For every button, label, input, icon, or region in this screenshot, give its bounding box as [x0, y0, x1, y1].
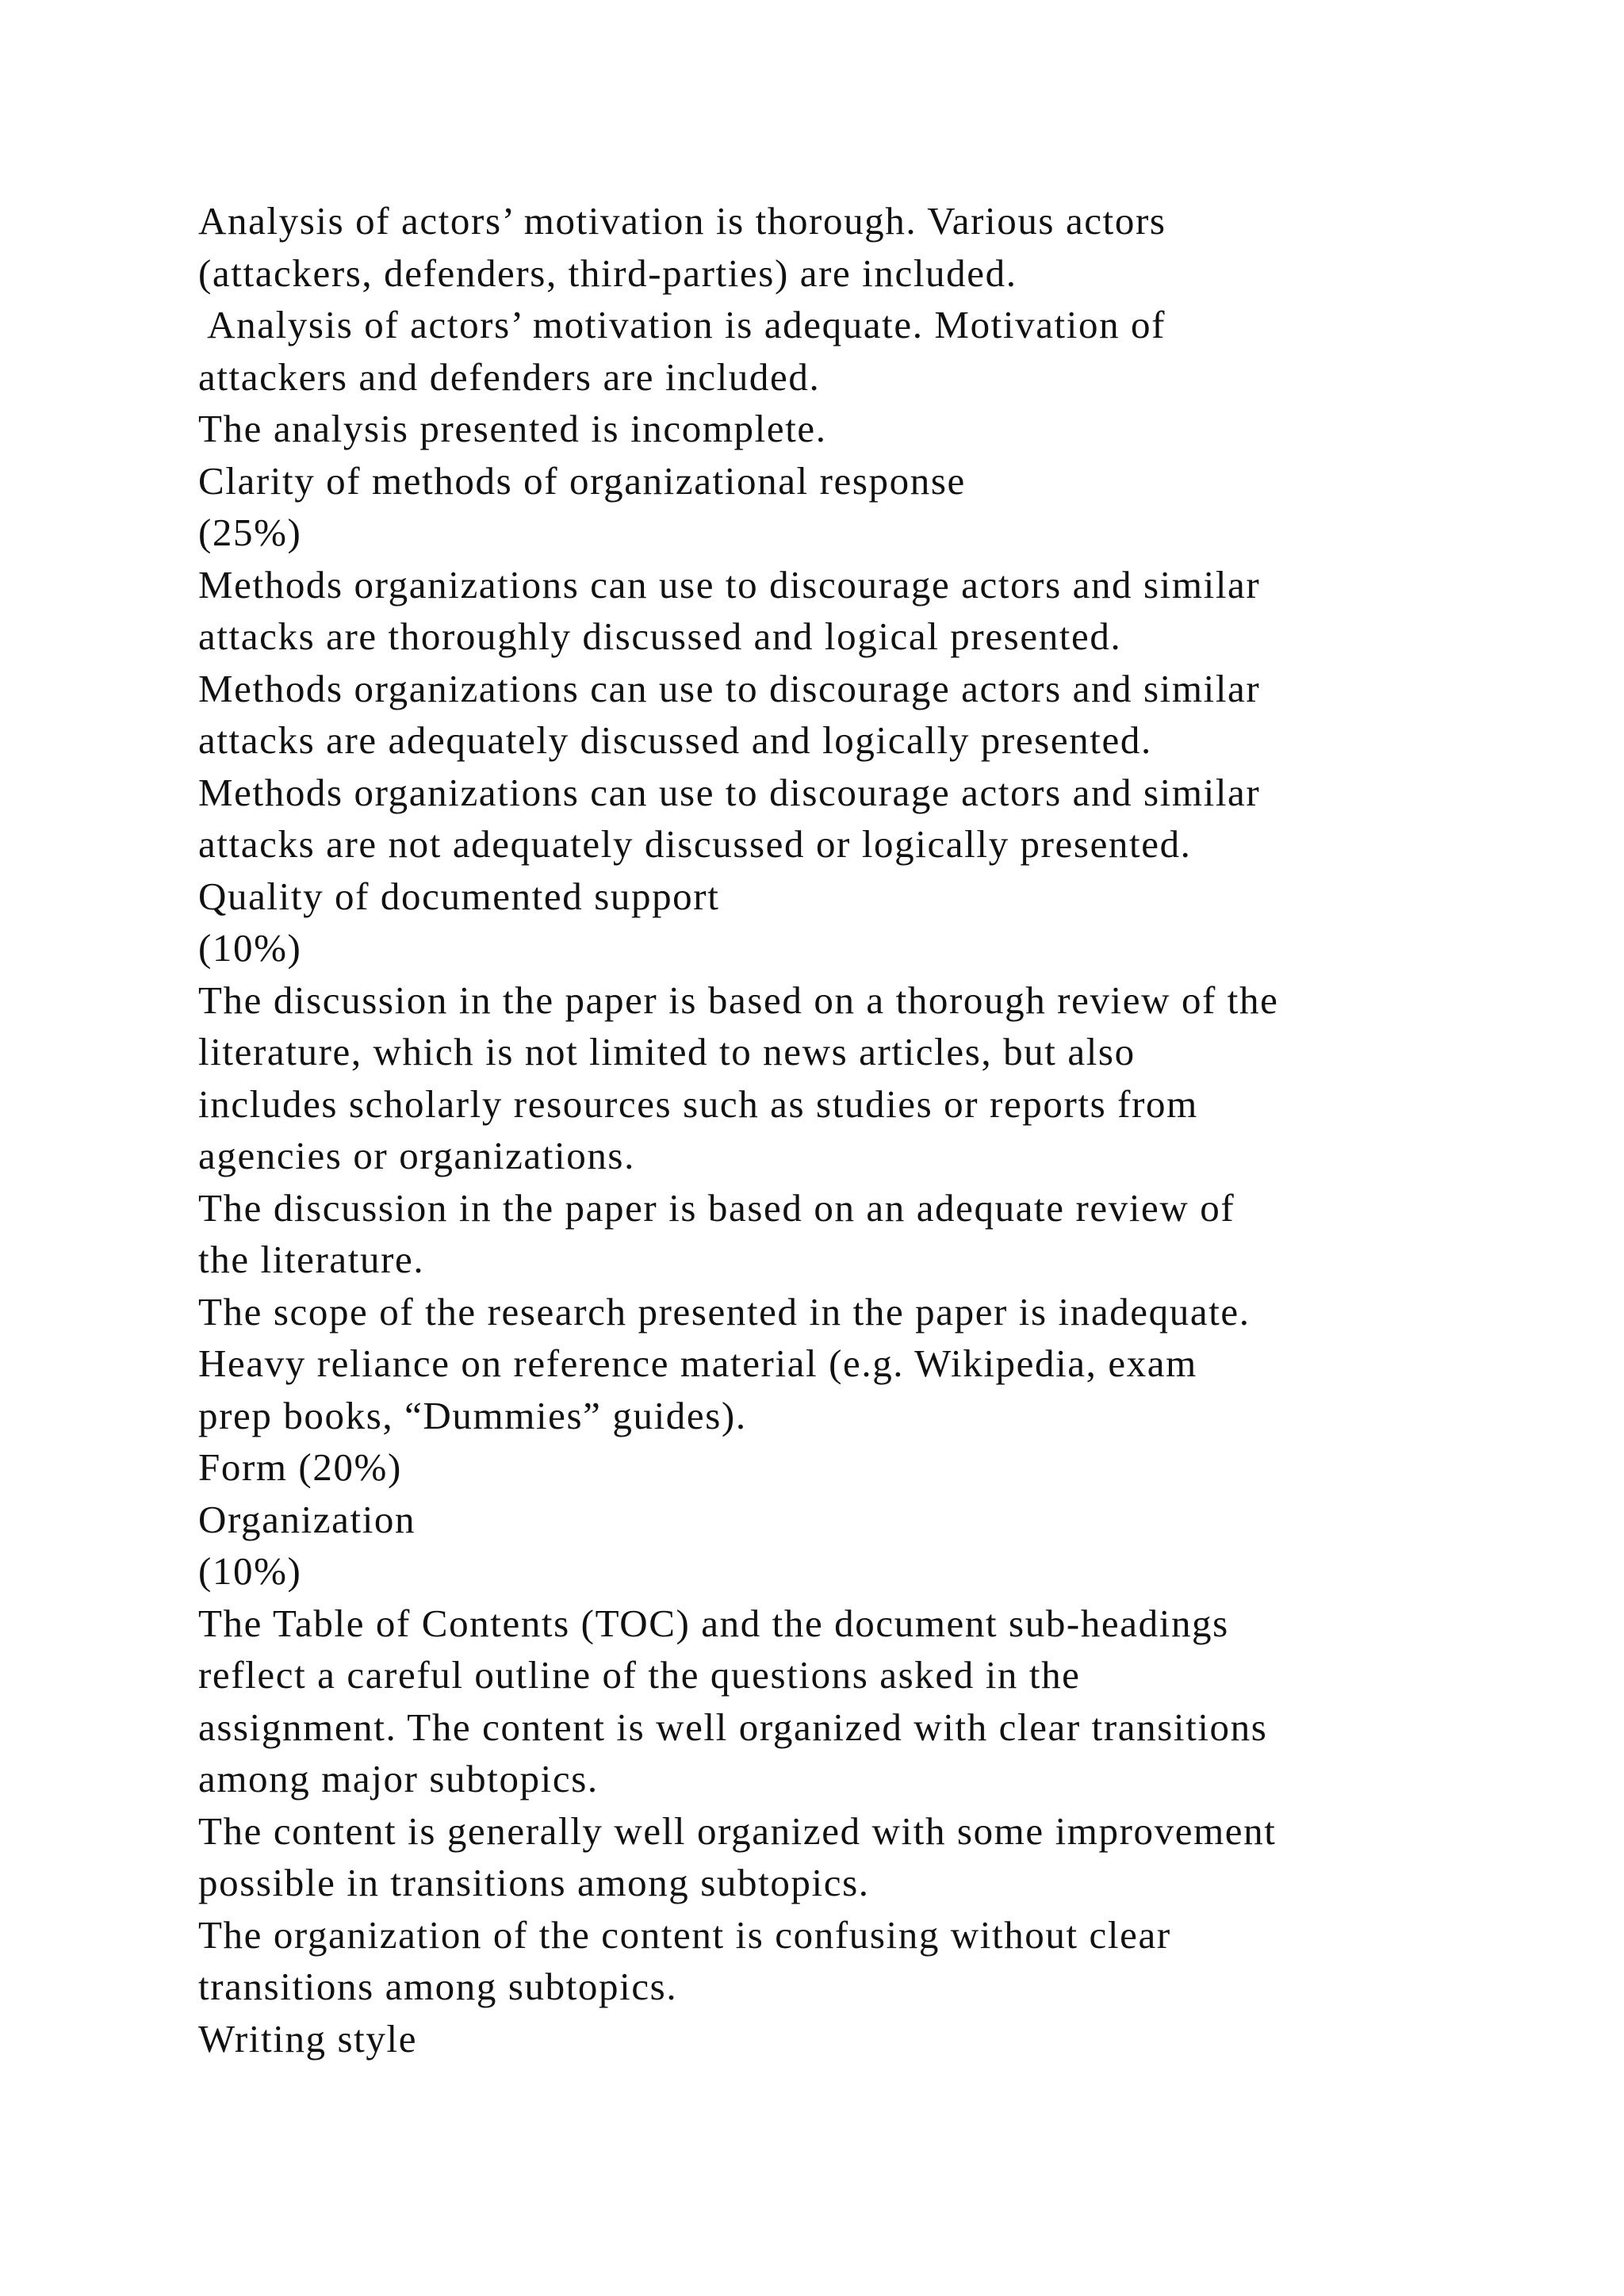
text-line: transitions among subtopics.: [198, 1965, 678, 2008]
text-line: Methods organizations can use to discourage actors and similar: [198, 770, 1261, 814]
text-line: attackers and defenders are included.: [198, 354, 821, 399]
text-line: prep books, “Dummies” guides).: [198, 1393, 747, 1437]
text-line: literature, which is not limited to news articles, but also: [198, 1030, 1136, 1073]
text-line: the literature.: [198, 1238, 425, 1281]
text-line: attacks are not adequately discussed or logically presented.: [198, 822, 1192, 866]
text-line: includes scholarly resources such as studies or reports from: [198, 1081, 1198, 1126]
text-line: (attackers, defenders, third-parties) are included.: [198, 251, 1017, 295]
text-line: Organization: [198, 1497, 416, 1541]
text-line: (10%): [198, 926, 302, 970]
text-line: attacks are thoroughly discussed and logical presented.: [198, 614, 1122, 658]
text-line: Clarity of methods of organizational response: [198, 458, 966, 503]
text-line: Analysis of actors’ motivation is adequate. Motivation of: [198, 303, 1166, 346]
text-line: The scope of the research presented in the paper is inadequate.: [198, 1289, 1251, 1334]
text-line: Methods organizations can use to discourage actors and similar: [198, 562, 1261, 607]
text-line: Writing style: [198, 2016, 418, 2061]
text-line: The organization of the content is confusing without clear: [198, 1912, 1171, 1957]
text-line: Form (20%): [198, 1445, 402, 1489]
text-line: reflect a careful outline of the questions asked in the: [198, 1653, 1081, 1697]
text-line: Analysis of actors’ motivation is thorough. Various actors: [198, 199, 1166, 243]
document-body-text: [198, 195, 1515, 2064]
text-line: possible in transitions among subtopics.: [198, 1861, 870, 1904]
text-line: assignment. The content is well organized with clear transitions: [198, 1705, 1268, 1749]
text-line: The analysis presented is incomplete.: [198, 407, 827, 450]
text-line: attacks are adequately discussed and logically presented.: [198, 718, 1152, 762]
text-line: agencies or organizations.: [198, 1134, 635, 1177]
text-line: The discussion in the paper is based on a thorough review of the: [198, 978, 1279, 1022]
text-line: The discussion in the paper is based on an adequate review of: [198, 1185, 1235, 1230]
text-line: Methods organizations can use to discourage actors and similar: [198, 666, 1261, 710]
text-line: The content is generally well organized with some improvement: [198, 1808, 1277, 1853]
text-line: (25%): [198, 511, 302, 554]
text-line: The Table of Contents (TOC) and the document sub-headings: [198, 1601, 1229, 1645]
text-line: (10%): [198, 1549, 302, 1593]
text-line: Heavy reliance on reference material (e.g. Wikipedia, exam: [198, 1341, 1197, 1385]
text-line: among major subtopics.: [198, 1757, 599, 1800]
text-line: Quality of documented support: [198, 874, 720, 918]
